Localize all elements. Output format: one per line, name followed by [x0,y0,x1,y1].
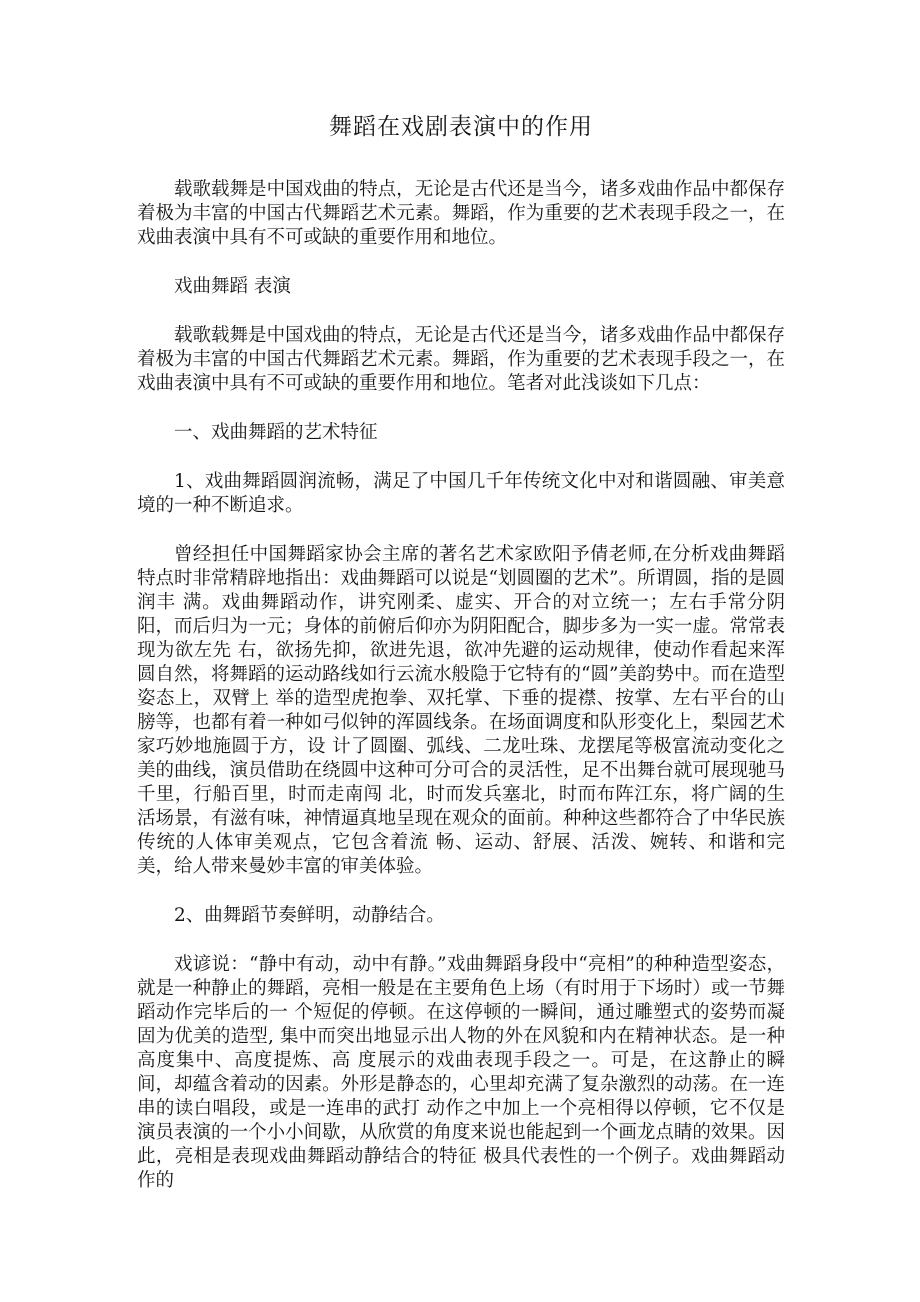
paragraph-intro: 载歌载舞是中国戏曲的特点，无论是古代还是当今，诸多戏曲作品中都保存着极为丰富的中国古代舞蹈艺术元素。舞蹈，作为重要的艺术表现手段之一，在戏曲表演中具有不可或缺的重要作用和地位。笔者对此浅谈如下几点： [137,325,785,394]
point-2-heading: 2、曲舞蹈节奏鲜明，动静结合。 [174,905,445,926]
section-1-heading: 一、戏曲舞蹈的艺术特征 [174,422,378,443]
point-1-body: 曾经担任中国舞蹈家协会主席的著名艺术家欧阳予倩老师,在分析戏曲舞蹈特点时非常精辟地指出：戏曲舞蹈可以说是“划圆圈的艺术”。所谓圆，指的是圆润丰 满。戏曲舞蹈动作，讲究刚柔、虚实、开合的对立统一；左右手常分阴阳，而后归为一元；身体的前俯后仰亦为阴阳配合，脚步多为一实一虚。常常表现为欲左先 右，欲扬先抑，欲进先退，欲冲先避的运动规律，使动作看起来浑圆自然，将舞蹈的运动路线如行云流水般隐于它特有的“圆”美韵势中。而在造型姿态上，双臂上 举的造型虎抱拳、双托掌、下垂的提襟、按掌、左右平台的山膀等，也都有着一种如弓似钟的浑圆线条。在场面调度和队形变化上，梨园艺术家巧妙地施圆于方，设 计了圆圈、弧线、二龙吐珠、龙摆尾等极富流动变化之美的曲线，演员借助在绕圆中这种可分可合的灵活性，足不出舞台就可展现驰马千里，行船百里，时而走南闯 北，时而发兵塞北，时而布阵江东，将广阔的生活场景，有滋有味，神情逼真地呈现在观众的面前。种种这些都符合了中华民族传统的人体审美观点，它包含着流 畅、运动、舒展、活泼、婉转、和谐和完美，给人带来曼妙丰富的审美体验。 [137,544,785,877]
keywords-line: 戏曲舞蹈 表演 [174,276,291,297]
paragraph-abstract: 载歌载舞是中国戏曲的特点，无论是古代还是当今，诸多戏曲作品中都保存着极为丰富的中国古代舞蹈艺术元素。舞蹈，作为重要的艺术表现手段之一，在戏曲表演中具有不可或缺的重要作用和地位。 [137,179,785,248]
document-title: 舞蹈在戏剧表演中的作用 [329,114,593,140]
point-1-heading: 1、戏曲舞蹈圆润流畅，满足了中国几千年传统文化中对和谐圆融、审美意境的一种不断追求。 [137,471,785,516]
point-2-body: 戏谚说：“静中有动，动中有静。”戏曲舞蹈身段中“亮相”的种种造型姿态，就是一种静止的舞蹈，亮相一般是在主要角色上场（有时用于下场时）或一节舞蹈动作完毕后的一 个短促的停顿。在这停顿的一瞬间，通过雕塑式的姿势而凝固为优美的造型, 集中而突出地显示出人物的外在风貌和内在精神状态。是一种高度集中、高度提炼、高 度展示的戏曲表现手段之一。可是，在这静止的瞬间，却蕴含着动的因素。外形是静态的，心里却充满了复杂激烈的动荡。在一连串的读白唱段，或是一连串的武打 动作之中加上一个亮相得以停顿，它不仅是演员表演的一个小小间歇，从欣赏的角度来说也能起到一个画龙点睛的效果。因此，亮相是表现戏曲舞蹈动静结合的特征 极具代表性的一个例子。戏曲舞蹈动作的 [137,954,785,1191]
document-page [137,112,785,1218]
